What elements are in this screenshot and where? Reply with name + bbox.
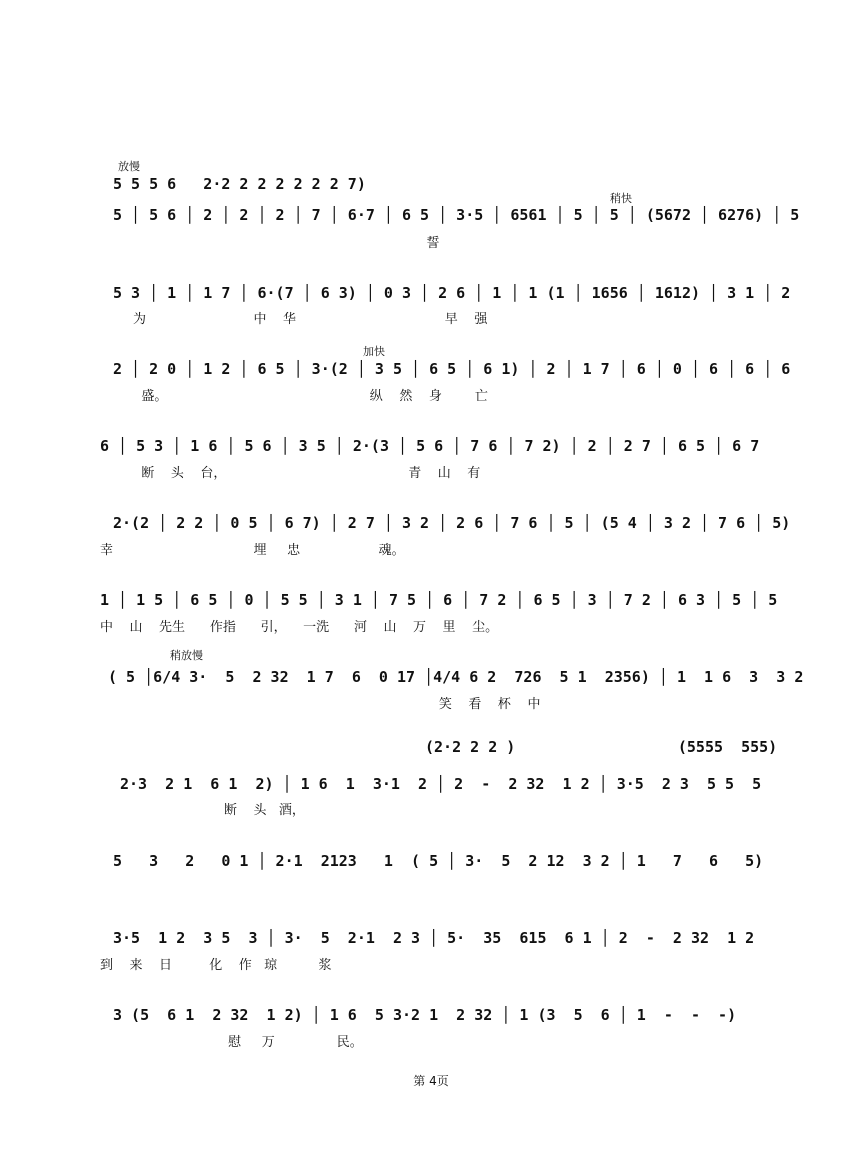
lyrics-row: 为 中 华 早 强 <box>100 312 488 327</box>
notes-row: 3·5 1 2 3 5 3 │ 3· 5 2·1 2 3 │ 5· 35 615 6 1 │ 2 - 2 32 1 2 <box>113 929 755 947</box>
tempo-mark: 放慢 <box>118 160 140 173</box>
page-footer: 第 4页 <box>413 1074 449 1088</box>
notes-row: 2·(2 │ 2 2 │ 0 5 │ 6 7) │ 2 7 │ 3 2 │ 2 6 │ 7 6 │ 5 │ (5 4 │ 3 2 │ 7 6 │ 5) <box>113 514 791 532</box>
notes-row: 3 (5 6 1 2 32 1 2) │ 1 6 5 3·2 1 2 32 │ 1 (3 5 6 │ 1 - - -) <box>113 1006 737 1024</box>
lyrics-row: 断 头 酒， <box>100 803 305 818</box>
lyrics-row: 断 头 台， 青 山 有 <box>100 466 481 481</box>
lyrics-row: 中 山 先生 作指 引， 一洗 河 山 万 里 尘。 <box>100 620 499 635</box>
notes-row: 2 │ 2 0 │ 1 2 │ 6 5 │ 3·(2 │ 3 5 │ 6 5 │ 6 1) │ 2 │ 1 7 │ 6 │ 0 │ 6 │ 6 │ 6 <box>113 360 791 378</box>
notes-prefix: 5 5 5 6 2·2 2 2 2 2 2 2 7) <box>113 175 366 193</box>
lyrics-row: 幸 埋 忠 魂。 <box>100 543 405 558</box>
lyrics-row: 慰 万 民。 <box>100 1035 363 1050</box>
lyrics-row: 笑 看 杯 中 <box>100 697 541 712</box>
notes-row: 5 3 │ 1 │ 1 7 │ 6·(7 │ 6 3) │ 0 3 │ 2 6 │ 1 │ 1 (1 │ 1656 │ 1612) │ 3 1 │ 2 <box>113 284 791 302</box>
lyrics-row: 到 来 日 化 作 琼 浆 <box>100 958 332 973</box>
notes-row: 6 │ 5 3 │ 1 6 │ 5 6 │ 3 5 │ 2·(3 │ 5 6 │ 7 6 │ 7 2) │ 2 │ 2 7 │ 6 5 │ 6 7 <box>100 437 760 455</box>
notes-row: 5 │ 5 6 │ 2 │ 2 │ 2 │ 7 │ 6·7 │ 6 5 │ 3·5 │ 6561 │ 5 │ 5 │ (5672 │ 6276) │ 5 <box>113 206 800 224</box>
lyrics-row: 盛。 纵 然 身 亡 <box>100 389 488 404</box>
notes-row: 2·3 2 1 6 1 2) │ 1 6 1 3·1 2 │ 2 - 2 32 1 2 │ 3·5 2 3 5 5 5 <box>120 775 762 793</box>
notes-row: 1 │ 1 5 │ 6 5 │ 0 │ 5 5 │ 3 1 │ 7 5 │ 6 │ 7 2 │ 6 5 │ 3 │ 7 2 │ 6 3 │ 5 │ 5 <box>100 591 778 609</box>
tempo-mark: 稍快 <box>610 192 632 205</box>
notes-row: ( 5 │6/4 3· 5 2 32 1 7 6 0 17 │4/4 6 2 726 5 1 2356) │ 1 1 6 3 3 2 <box>108 668 804 686</box>
tempo-mark: 稍放慢 <box>170 649 203 662</box>
notes-row: 5 3 2 0 1 │ 2·1 2123 1 ( 5 │ 3· 5 2 12 3 2 │ 1 7 6 5) <box>113 852 764 870</box>
tempo-mark: 加快 <box>363 345 385 358</box>
notes-prefix: (2·2 2 2 ) (5555 555) <box>425 738 778 756</box>
lyrics-row: 誓 <box>100 236 440 251</box>
